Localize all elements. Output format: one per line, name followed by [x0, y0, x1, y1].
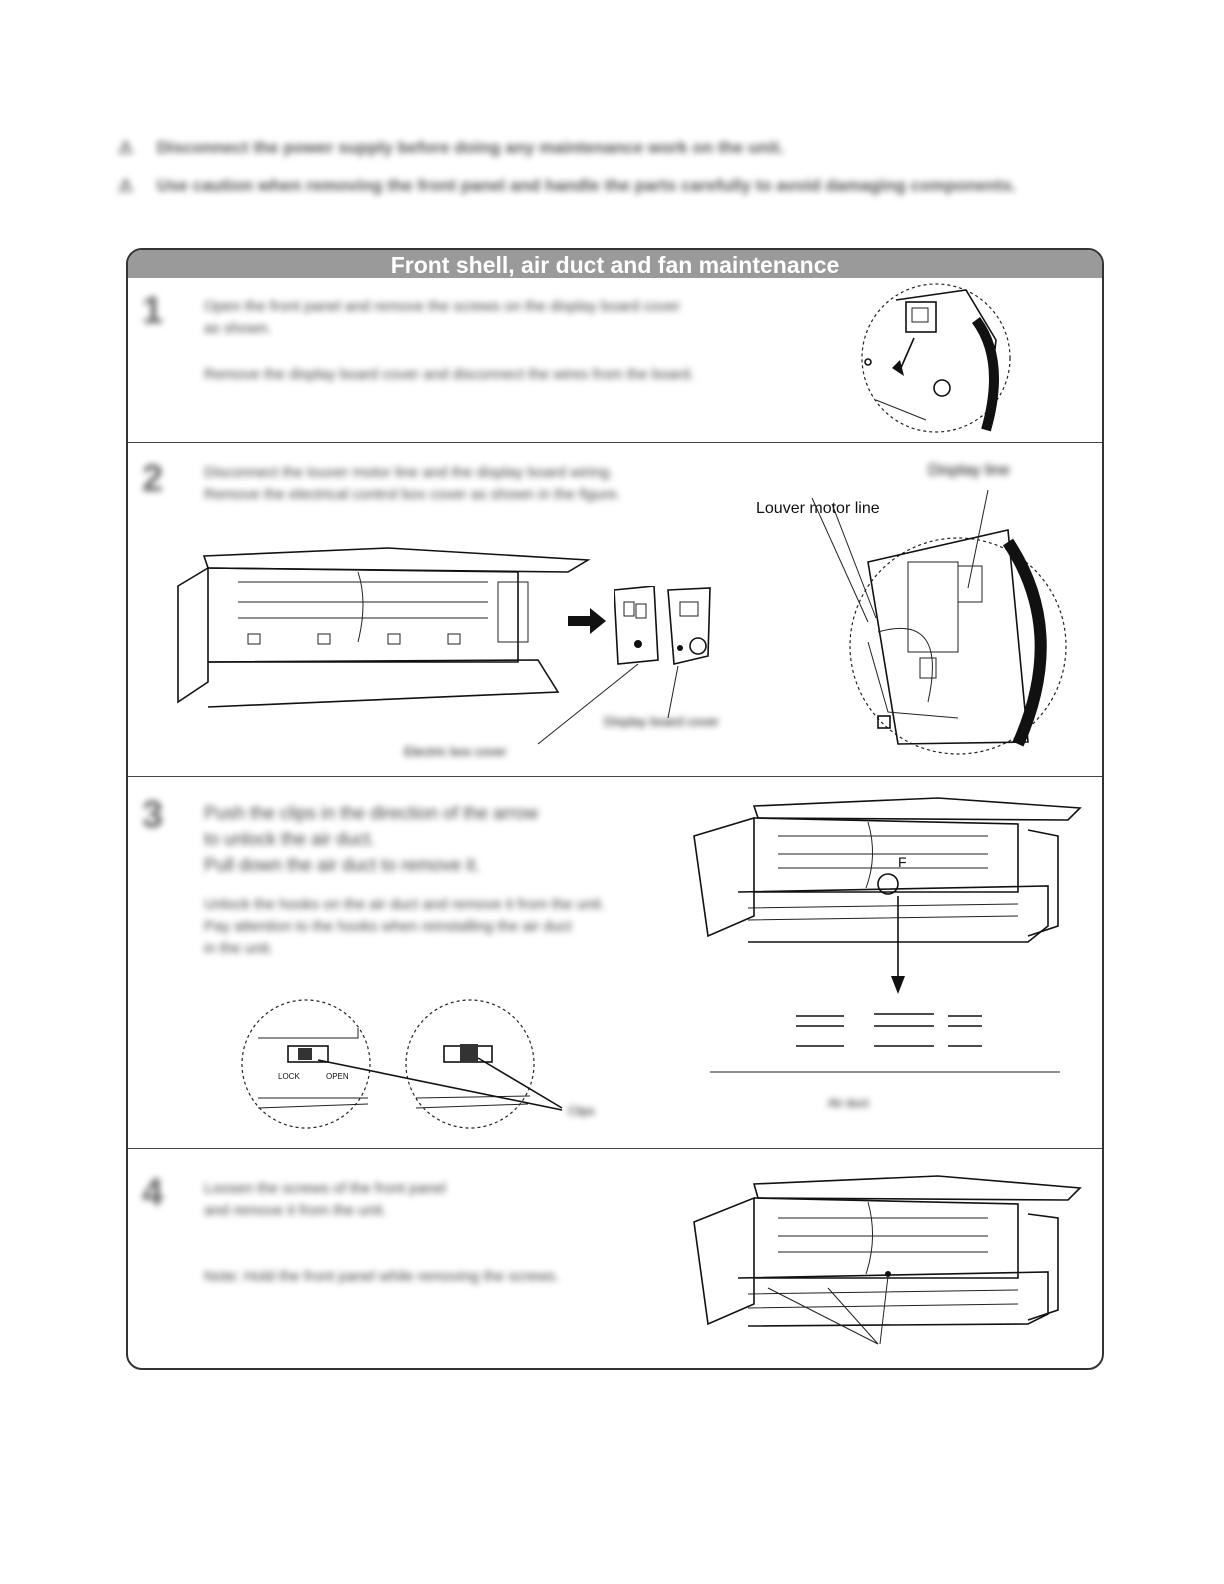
step-1-text: Open the front panel and remove the screws on the display board cover as shown.: [204, 298, 681, 337]
step-1-detail-illustration: [856, 280, 1016, 440]
row-divider: [128, 442, 1102, 443]
louver-detail-illustration: [808, 482, 1078, 762]
air-duct-label: Air duct: [828, 1096, 869, 1110]
step-4-number: 4: [142, 1172, 164, 1214]
warning-icon: ⚠: [118, 176, 134, 195]
electric-box-cover-label: Electric box cover: [404, 744, 507, 759]
display-line-label: Display line: [928, 462, 1010, 479]
step-3-number: 3: [142, 794, 164, 836]
panel-title: Front shell, air duct and fan maintenance: [128, 250, 1102, 278]
step-2-number: 2: [142, 458, 164, 500]
step-2-text: Disconnect the louver motor line and the display board wiring. Remove the electrical control box cover as shown in the figure.: [204, 464, 621, 503]
step-4-text: Loosen the screws of the front panel and remove it from the unit.: [204, 1180, 446, 1219]
display-board-cover-illustration: [614, 586, 714, 666]
warning-note-1: [118, 138, 784, 158]
warning-note-2: [118, 176, 1016, 196]
down-arrow-icon: [888, 896, 908, 996]
warning-note-text: Disconnect the power supply before doing any maintenance work on the unit.: [156, 138, 784, 157]
marker-f-label: F: [898, 854, 907, 870]
clip-orientation-detail: [704, 1006, 1064, 1086]
lock-label: LOCK: [278, 1072, 300, 1081]
right-arrow-icon: [568, 606, 608, 636]
cover-callout-lines: [528, 658, 708, 748]
step-4-extra: Note: Hold the front panel while removing the screws.: [204, 1268, 560, 1285]
row-divider: [128, 1148, 1102, 1149]
display-board-cover-label: Display board cover: [604, 714, 719, 729]
front-panel-unit-illustration: [688, 1174, 1088, 1354]
warning-icon: ⚠: [118, 138, 134, 157]
clips-label: Clips: [568, 1104, 595, 1118]
step-1-extra: Remove the display board cover and disconnect the wires from the board.: [204, 366, 695, 383]
louver-motor-line-label: Louver motor line: [756, 500, 880, 517]
open-label: OPEN: [326, 1072, 349, 1081]
step-3-extra: Unlock the hooks on the air duct and remove it from the unit. Pay attention to the hooks when reinstalling the air duct in the unit.: [204, 896, 606, 957]
step-1-number: 1: [142, 290, 164, 332]
row-divider: [128, 776, 1102, 777]
clip-detail-illustration: [238, 998, 658, 1138]
maintenance-panel: [126, 248, 1104, 1370]
warning-note-text: Use caution when removing the front panel and handle the parts carefully to avoid damaging components.: [156, 176, 1017, 195]
step-3-text: Push the clips in the direction of the arrow to unlock the air duct. Pull down the air duct to remove it.: [204, 803, 539, 875]
